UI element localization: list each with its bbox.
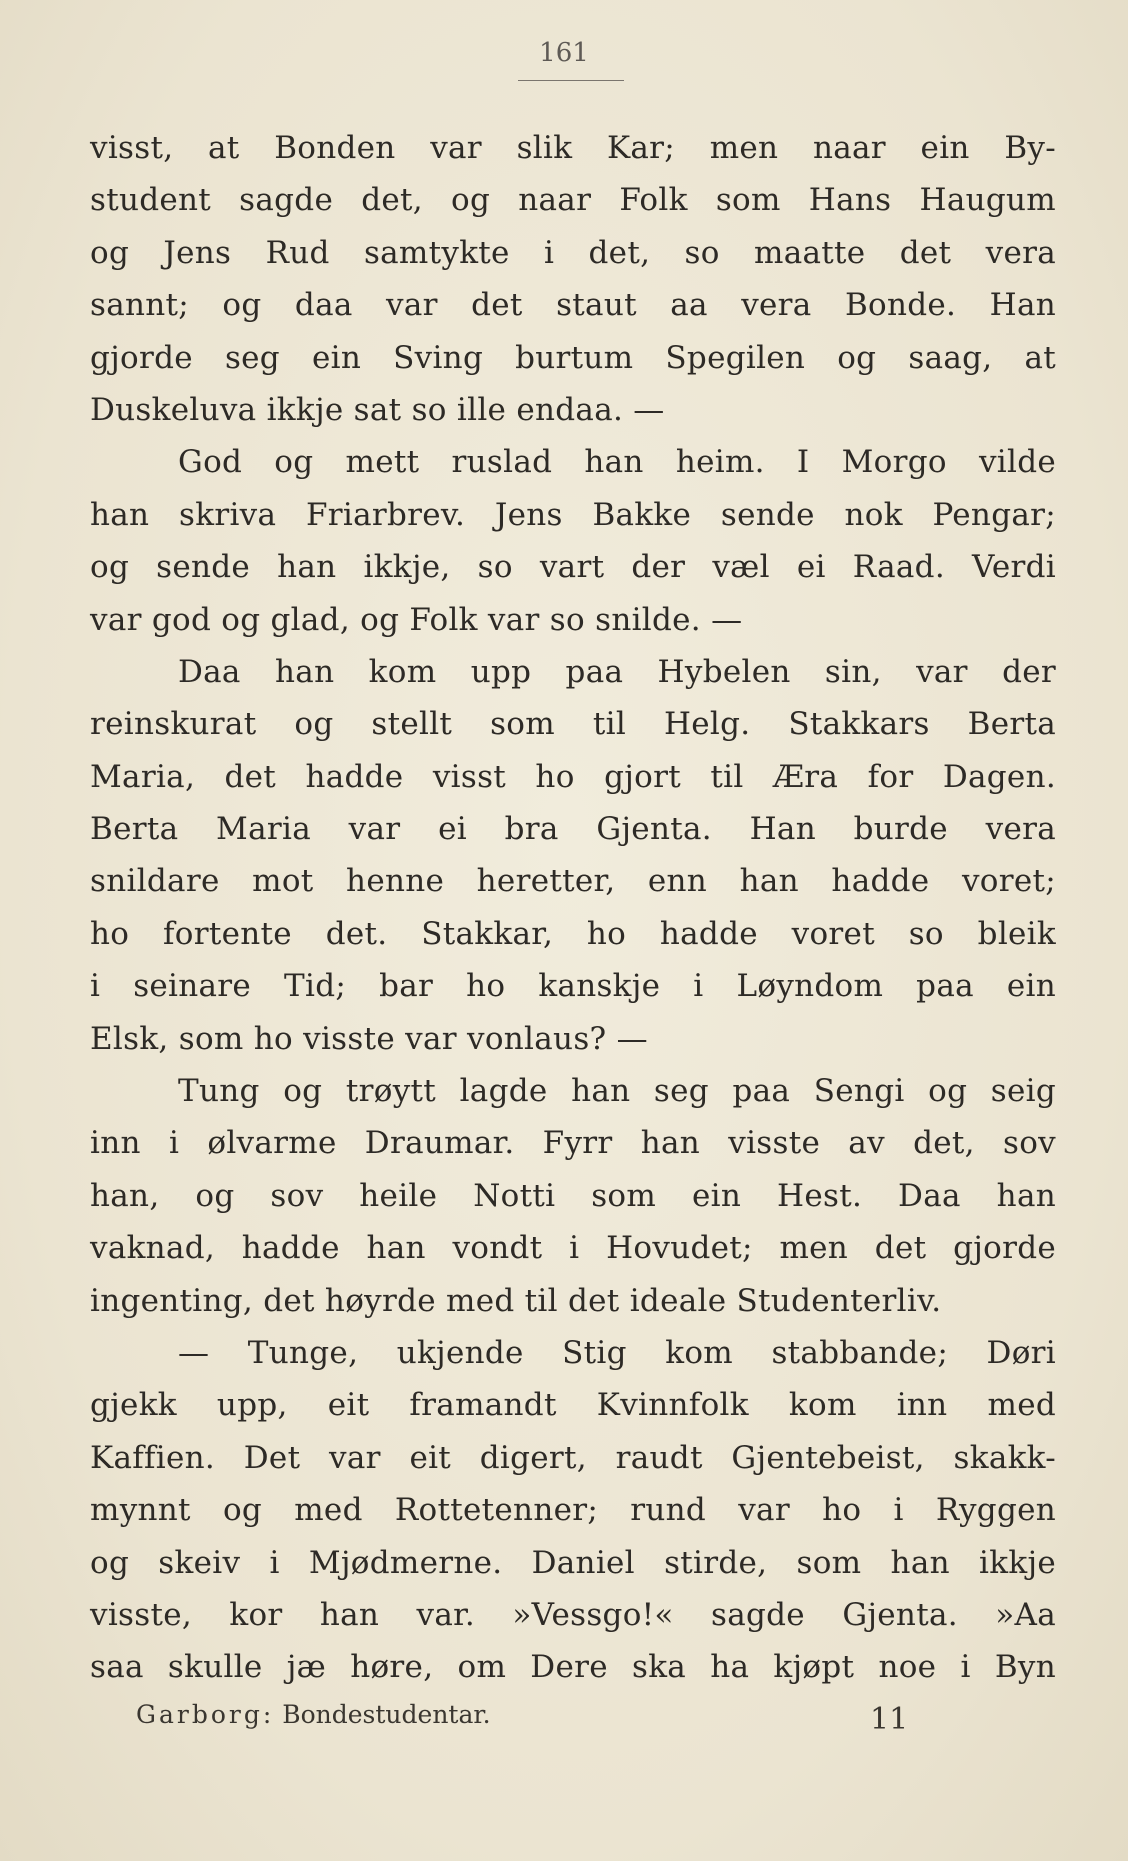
text-body [90,122,1056,1694]
text-line: God og mett ruslad han heim. I Morgo vilde [178,444,1056,481]
text-line: visst, at Bonden var slik Kar; men naar ein By- [90,130,1056,166]
text-line: i seinare Tid; bar ho kanskje i Løyndom paa ein [90,968,1056,1005]
text-line: Maria, det hadde visst ho gjort til Æra for Dagen. [90,758,1056,795]
text-line: Daa han kom upp paa Hybelen sin, var der [178,653,1056,690]
text-line: vaknad, hadde han vondt i Hovudet; men det gjorde [90,1230,1056,1267]
text-line: Berta Maria var ei bra Gjenta. Han burde vera [90,811,1056,848]
text-line: Elsk, som ho visste var vonlaus? — [90,1020,648,1057]
footer-signature-mark: 11 [870,1702,909,1737]
text-line: Tung og trøytt lagde han seg paa Sengi og seig [178,1073,1056,1110]
text-line: Duskeluva ikkje sat so ille endaa. — [90,391,665,428]
text-line: han, og sov heile Notti som ein Hest. Daa han [90,1177,1056,1214]
page-footer [136,1700,916,1744]
text-line: Kaffien. Det var eit digert, raudt Gjentebeist, skakk- [90,1439,1056,1476]
text-line: ho fortente det. Stakkar, ho hadde voret so bleik [90,915,1056,952]
page-number: 161 [539,38,589,68]
text-line: inn i ølvarme Draumar. Fyrr han visste av det, sov [90,1125,1056,1162]
text-line: og Jens Rud samtykte i det, so maatte det vera [90,234,1056,271]
text-line: sannt; og daa var det staut aa vera Bonde. Han [90,287,1056,324]
text-line: mynnt og med Rottetenner; rund var ho i Ryggen [90,1492,1056,1529]
text-line: saa skulle jæ høre, om Dere ska ha kjøpt noe i Byn [90,1649,1056,1686]
text-line: gjorde seg ein Sving burtum Spegilen og saag, at [90,339,1056,376]
text-line: ingenting, det høyrde med til det ideale Studenterliv. [90,1282,942,1319]
text-line: reinskurat og stellt som til Helg. Stakkars Berta [90,706,1056,743]
text-line: og skeiv i Mjødmerne. Daniel stirde, som han ikkje [90,1544,1056,1581]
text-line: snildare mot henne heretter, enn han hadde voret; [90,863,1056,900]
text-line: gjekk upp, eit framandt Kvinnfolk kom inn med [90,1387,1056,1424]
text-line: student sagde det, og naar Folk som Hans Haugum [90,182,1056,219]
text-line: var god og glad, og Folk var so snilde. — [90,601,743,638]
page-number-rule [518,80,624,81]
footer-title: Bondestudentar. [282,1700,491,1729]
text-line: han skriva Friarbrev. Jens Bakke sende nok Pengar; [90,496,1056,533]
text-line: — Tunge, ukjende Stig kom stabbande; Døri [178,1334,1056,1371]
footer-author: Garborg: [136,1700,275,1729]
text-line: og sende han ikkje, so vart der væl ei Raad. Verdi [90,549,1056,586]
text-line: visste, kor han var. »Vessgo!« sagde Gjenta. »Aa [90,1596,1056,1633]
